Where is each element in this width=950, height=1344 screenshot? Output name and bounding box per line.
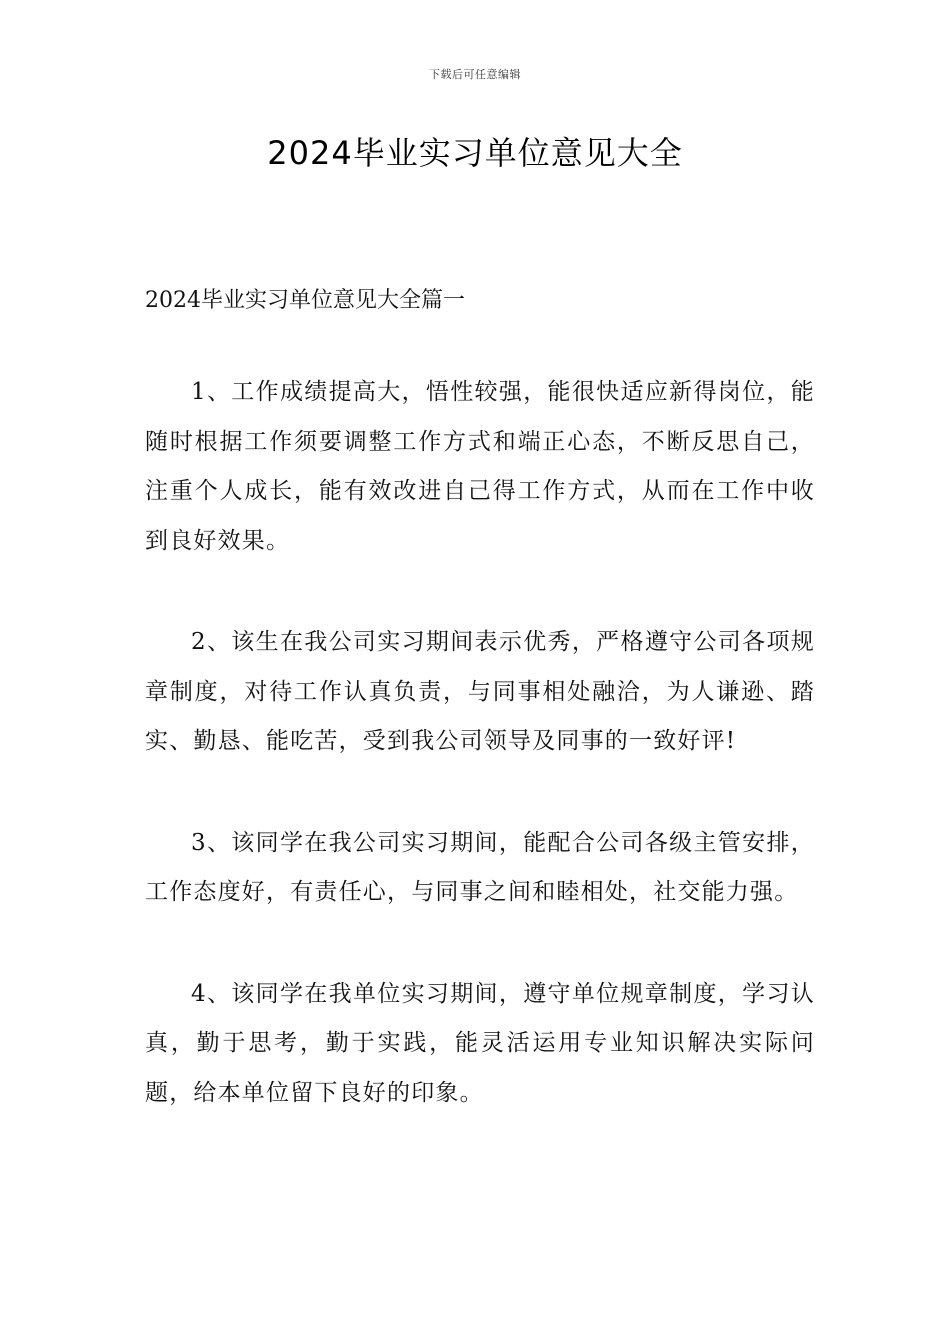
paragraph-3: 3、该同学在我公司实习期间，能配合公司各级主管安排，工作态度好，有责任心，与同事之间和睦相处，社交能力强。 — [145, 829, 815, 905]
paragraph-4: 4、该同学在我单位实习期间，遵守单位规章制度，学习认真，勤于思考，勤于实践，能灵活运用专业知识解决实际问题，给本单位留下良好的印象。 — [145, 980, 815, 1106]
header-note: 下载后可任意编辑 — [429, 68, 521, 81]
paragraph-1: 1、工作成绩提高大，悟性较强，能很快适应新得岗位，能随时根据工作须要调整工作方式和端正心态，不断反思自己，注重个人成长，能有效改进自己得工作方式，从而在工作中收到良好效果。 — [145, 379, 815, 554]
document-body — [145, 282, 815, 1170]
paragraph-2: 2、该生在我公司实习期间表示优秀，严格遵守公司各项规章制度，对待工作认真负责，与同事相处融洽，为人谦逊、踏实、勤恳、能吃苦，受到我公司领导及同事的一致好评! — [145, 629, 815, 754]
document-title: 2024毕业实习单位意见大全 — [267, 134, 683, 172]
section-heading: 2024毕业实习单位意见大全篇一 — [145, 288, 465, 313]
